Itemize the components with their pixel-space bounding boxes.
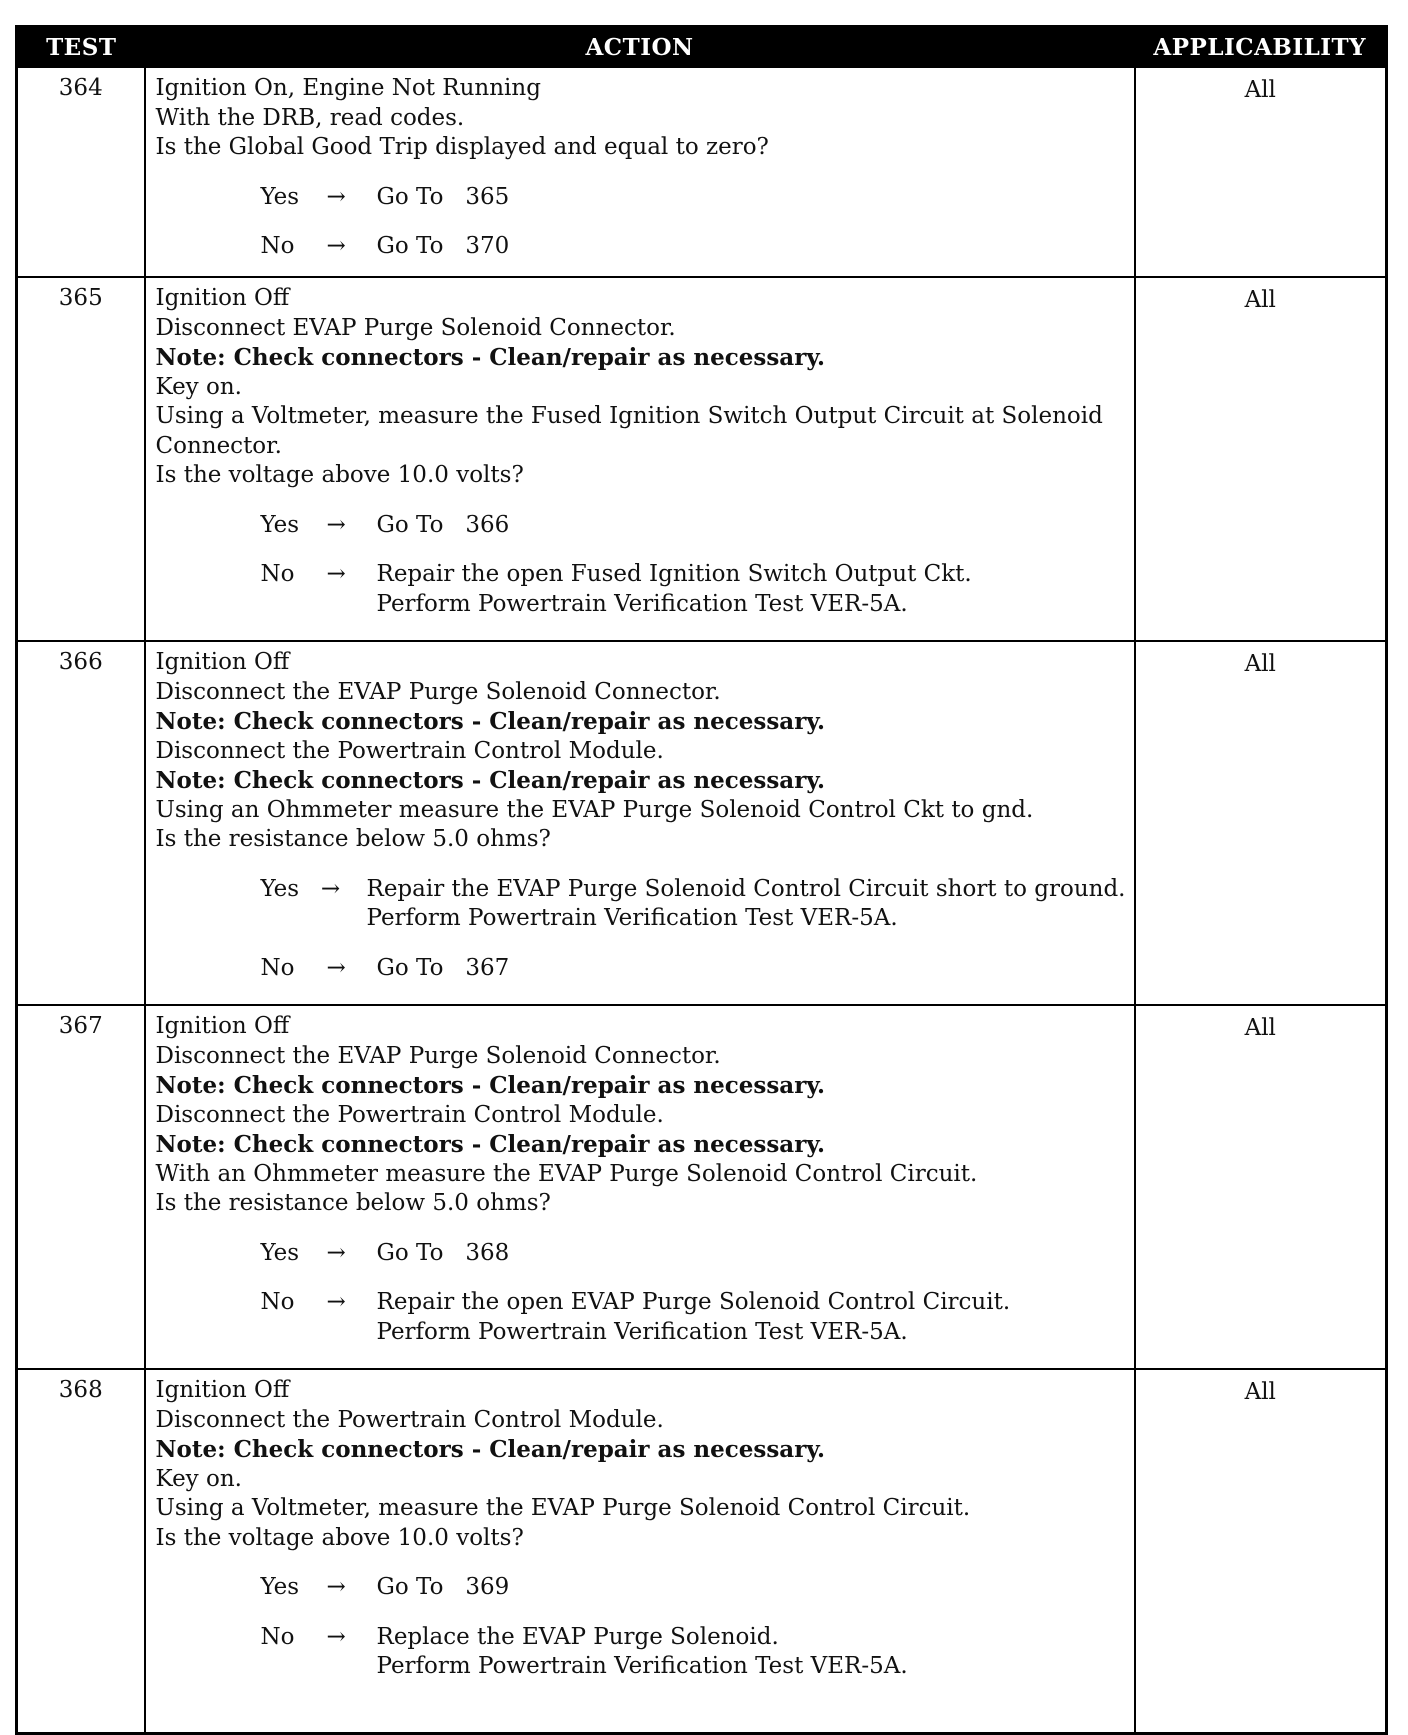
table-row [17,1369,1387,1733]
result-line: Perform Powertrain Verification Test VER-5A. [376,1653,908,1679]
table-row [17,67,1387,277]
answer-list [156,1239,1126,1348]
action-cell [145,277,1135,641]
arrow-right-icon: → [326,183,346,210]
instruction-line: Disconnect the Powertrain Control Module. [155,737,664,764]
answer-label: Yes [260,875,300,902]
action-cell [145,1369,1135,1733]
arrow-right-icon: → [326,954,346,981]
applicability-value: All [1135,67,1387,277]
answer-label: Yes [260,511,300,538]
instruction-line: Ignition Off [155,649,290,675]
result-line: Perform Powertrain Verification Test VER-5A. [366,905,898,931]
instruction-line: Ignition Off [155,1013,290,1039]
test-number: 364 [17,67,145,277]
applicability-value: All [1135,277,1387,641]
answer-list [156,1573,1126,1682]
result-line: Go To 369 [376,1574,510,1600]
answer-label: No [260,233,295,259]
instruction-line: With the DRB, read codes. [155,104,465,131]
answer-result [377,954,510,984]
result-line: Go To 367 [376,954,510,981]
instruction-line: Ignition Off [155,1377,290,1403]
result-line: Repair the EVAP Purge Solenoid Control Circuit short to ground. [366,875,1126,902]
instruction-line: Is the voltage above 10.0 volts? [155,462,524,488]
header-applicability: APPLICABILITY [1135,27,1387,68]
test-number: 367 [17,1005,145,1369]
table-body [17,67,1387,1733]
answer-label: No [260,1289,295,1315]
table-header [17,27,1387,68]
answer-no [261,1623,1126,1682]
table-row [17,641,1387,1005]
answer-result [377,1239,510,1269]
answer-result [377,1573,510,1603]
arrow-right-icon: → [326,1623,346,1650]
instruction-line: Disconnect EVAP Purge Solenoid Connector. [155,314,676,341]
arrow-right-icon: → [326,233,346,259]
test-number: 368 [17,1369,145,1733]
answer-result [377,183,510,213]
result-line: Go To 368 [376,1239,510,1266]
answer-result [377,1623,908,1682]
result-line: Perform Powertrain Verification Test VER-5A. [376,1318,908,1345]
instruction-line: Connector. [155,432,282,459]
answer-label: No [260,954,295,981]
arrow-right-icon: → [326,511,346,538]
result-line: Replace the EVAP Purge Solenoid. [376,1623,779,1650]
answer-label: Yes [260,183,300,210]
result-line: Repair the open EVAP Purge Solenoid Control Circuit. [376,1289,1011,1315]
note-line: Note: Check connectors - Clean/repair as necessary. [155,767,826,794]
instruction-line: With an Ohmmeter measure the EVAP Purge Solenoid Control Circuit. [155,1160,978,1187]
instruction-line: Using an Ohmmeter measure the EVAP Purge Solenoid Control Ckt to gnd. [155,796,1034,823]
instruction-line: Disconnect the EVAP Purge Solenoid Connector. [155,678,721,705]
answer-result [377,560,972,619]
answer-label: No [260,1623,295,1650]
instruction-line: Disconnect the EVAP Purge Solenoid Connector. [155,1042,721,1069]
header-test: TEST [17,27,145,68]
arrow-right-icon: → [326,1239,346,1266]
diagnostic-test-table [15,25,1388,1735]
action-cell [145,1005,1135,1369]
answer-no [261,560,1126,619]
header-action: ACTION [145,27,1135,68]
result-line: Go To 370 [376,233,510,259]
answer-label: No [260,561,295,587]
instruction-line: Disconnect the Powertrain Control Module. [155,1101,664,1128]
table-row [17,277,1387,641]
arrow-right-icon: → [326,561,346,587]
answer-label: Yes [260,1574,300,1600]
instruction-line: Using a Voltmeter, measure the Fused Ignition Switch Output Circuit at Solenoid [155,403,1103,429]
applicability-value: All [1135,1369,1387,1733]
answer-no [261,954,1126,984]
instruction-line: Is the resistance below 5.0 ohms? [155,826,551,852]
answer-no [261,1288,1126,1347]
arrow-right-icon: → [320,875,341,902]
instruction-line: Key on. [155,1465,242,1492]
applicability-value: All [1135,641,1387,1005]
note-line: Note: Check connectors - Clean/repair as necessary. [155,344,826,371]
instruction-line: Using a Voltmeter, measure the EVAP Purge Solenoid Control Circuit. [155,1495,971,1521]
answer-yes [261,183,1126,213]
answer-result [367,875,1126,934]
answer-yes [261,1239,1126,1269]
action-cell [145,67,1135,277]
instruction-line: Ignition Off [155,285,290,311]
test-number: 366 [17,641,145,1005]
table-row [17,1005,1387,1369]
result-line: Repair the open Fused Ignition Switch Output Ckt. [376,561,972,587]
result-line: Go To 365 [376,183,510,210]
answer-list [156,511,1126,620]
answer-yes [261,511,1126,541]
applicability-value: All [1135,1005,1387,1369]
note-line: Note: Check connectors - Clean/repair as necessary. [155,1131,826,1158]
note-line: Note: Check connectors - Clean/repair as necessary. [155,1436,826,1463]
note-line: Note: Check connectors - Clean/repair as necessary. [155,1072,826,1099]
instruction-line: Is the voltage above 10.0 volts? [155,1524,524,1551]
answer-result [377,232,510,262]
arrow-right-icon: → [326,1574,346,1600]
answer-list [156,183,1126,262]
instruction-line: Ignition On, Engine Not Running [155,75,541,101]
result-line: Perform Powertrain Verification Test VER-5A. [376,590,908,617]
answer-result [377,1288,1011,1347]
answer-result [377,511,510,541]
instruction-line: Is the resistance below 5.0 ohms? [155,1190,551,1216]
answer-list [156,875,1126,984]
action-cell [145,641,1135,1005]
answer-label: Yes [260,1239,300,1266]
instruction-line: Is the Global Good Trip displayed and equal to zero? [155,134,769,160]
test-number: 365 [17,277,145,641]
instruction-line: Disconnect the Powertrain Control Module. [155,1406,664,1433]
instruction-line: Key on. [155,373,242,400]
answer-yes [261,1573,1126,1603]
result-line: Go To 366 [376,511,510,538]
answer-yes [261,875,1126,934]
arrow-right-icon: → [326,1289,346,1315]
note-line: Note: Check connectors - Clean/repair as necessary. [155,708,826,735]
answer-no [261,232,1126,262]
